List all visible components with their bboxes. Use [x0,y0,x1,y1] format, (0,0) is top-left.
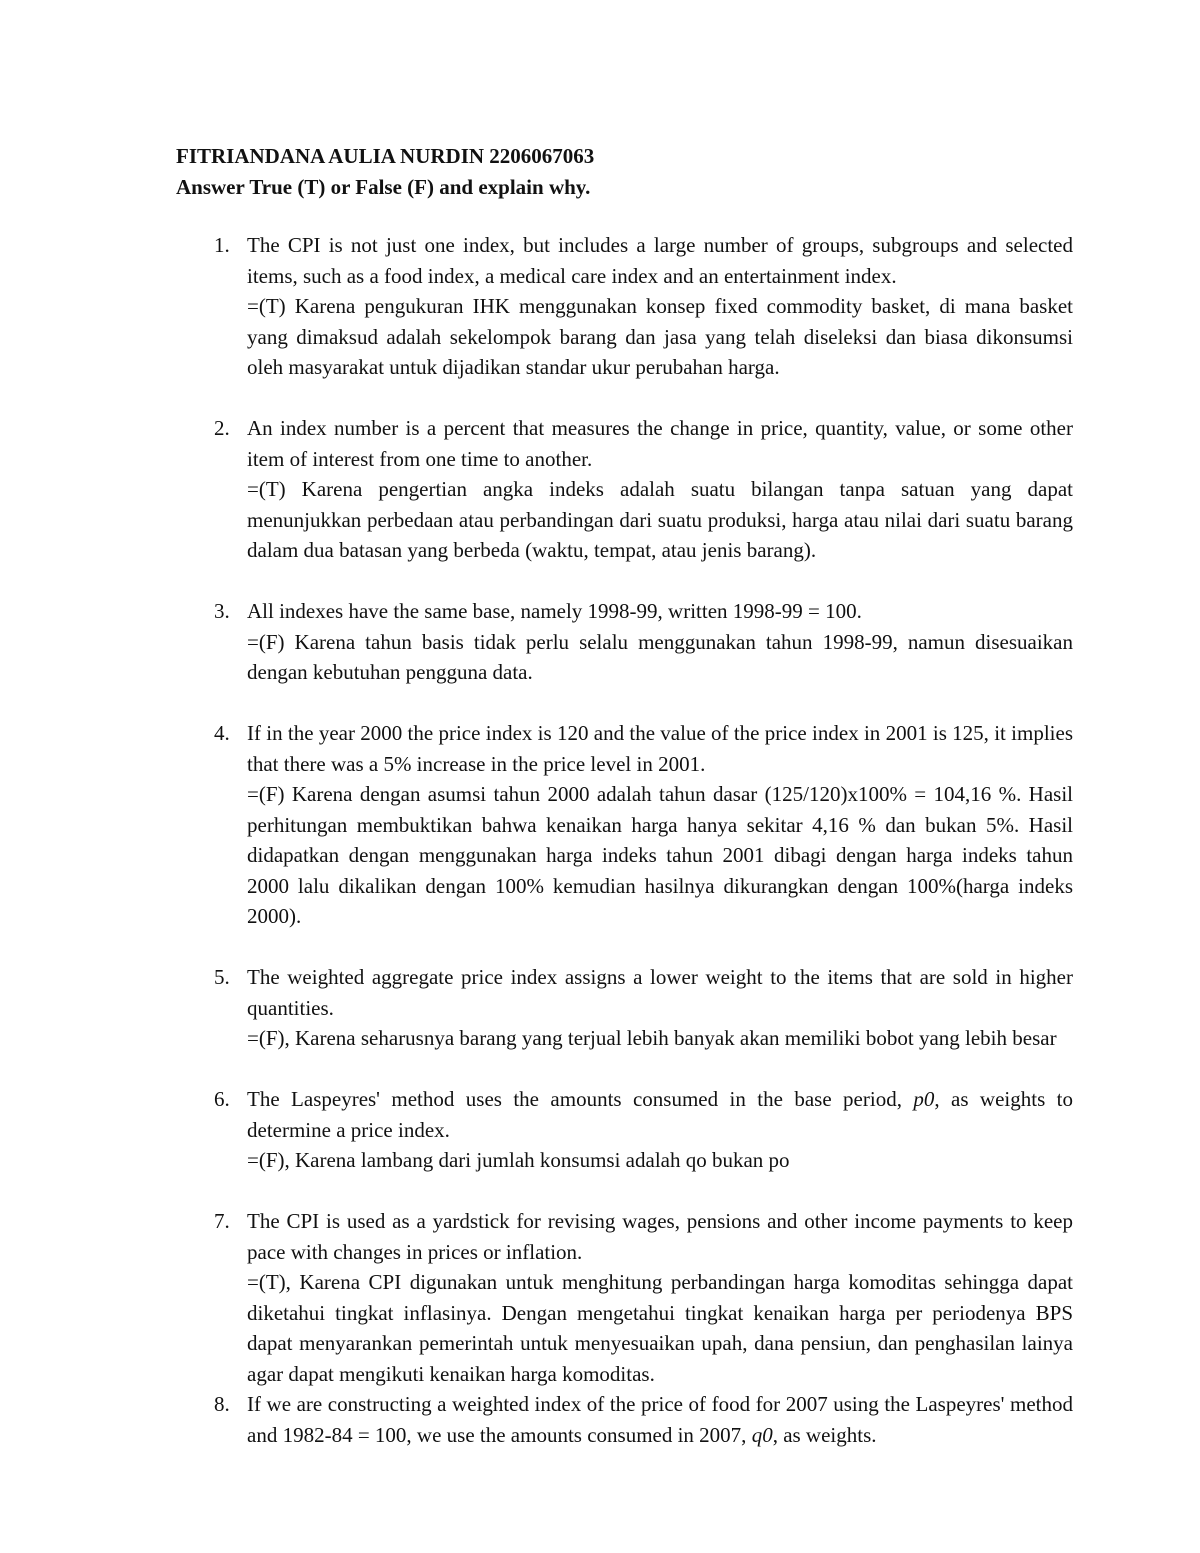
symbol-p0: p0 [913,1087,935,1111]
answer-text: =(F), Karena lambang dari jumlah konsumsi adalah qo bukan po [247,1148,790,1172]
question-item-8 [176,1389,1073,1450]
answer-text: =(F) Karena tahun basis tidak perlu selalu menggunakan tahun 1998-99, namun disesuaikan dengan kebutuhan pengguna data. [247,629,1073,684]
answer-text: =(T) Karena pengukuran IHK menggunakan konsep fixed commodity basket, di mana basket yang dimaksud adalah sekelompok barang dan jasa yang telah diseleksi dan biasa dikonsumsi oleh masyarakat untuk dijadikan standar ukur perubahan harga. [247,294,1073,379]
question-number: 2. [214,416,230,440]
question-text-after-symbol: , as weights to determine a price index. [247,1087,1074,1142]
author-name-and-id: FITRIANDANA AULIA NURDIN 2206067063 [176,144,595,168]
question-number: 7. [214,1209,230,1233]
answer-text: =(T), Karena CPI digunakan untuk menghitung perbandingan harga komoditas sehingga dapat diketahui tingkat inflasinya. Dengan mengetahui tingkat kenaikan harga per periodenya BPS dapat menyarankan pemerintah untuk menyesuaikan upah, dana pensiun, dan penghasilan lainya agar dapat mengikuti kenaikan harga komoditas. [247,1270,1073,1386]
question-number: 8. [214,1392,230,1416]
question-item-6 [176,1084,1073,1176]
answer-text: =(F), Karena seharusnya barang yang terjual lebih banyak akan memiliki bobot yang lebih besar [247,1026,1057,1050]
question-text: If in the year 2000 the price index is 120 and the value of the price index in 2001 is 125, it implies that there was a 5% increase in the price level in 2001. [247,721,1073,776]
question-text: The CPI is not just one index, but includes a large number of groups, subgroups and selected items, such as a food index, a medical care index and an entertainment index. [247,233,1073,288]
question-item-4 [176,718,1073,932]
question-item-1 [176,230,1073,383]
question-text-after-symbol: , as weights. [772,1422,877,1447]
question-text: All indexes have the same base, namely 1998-99, written 1998-99 = 100. [247,599,862,623]
answer-text: =(T) Karena pengertian angka indeks adalah suatu bilangan tanpa satuan yang dapat menunjukkan perbedaan atau perbandingan dari suatu produksi, harga atau nilai dari suatu barang dalam dua batasan yang berbeda (waktu, tempat, atau jenis barang). [247,477,1073,562]
question-item-3 [176,596,1073,688]
question-list [176,230,1073,1450]
symbol-q0: q0 [751,1422,773,1447]
answer-text: =(F) Karena dengan asumsi tahun 2000 adalah tahun dasar (125/120)x100% = 104,16 %. Hasil perhitungan membuktikan bahwa kenaikan harga hanya sekitar 4,16 % dan bukan 5%. Hasil didapatkan dengan menggunakan harga indeks tahun 2001 dibagi dengan harga indeks tahun 2000 lalu dikalikan dengan 100% kemudian hasilnya dikurangkan dengan 100%(harga indeks 2000). [247,782,1073,928]
question-text-before-symbol: If we are constructing a weighted index of the price of food for 2007 using the Laspeyres' method and 1982-84 = 100, we use the amounts consumed in 2007, [247,1392,1073,1447]
question-text [247,1084,1073,1145]
question-text [247,1389,1073,1450]
question-item-7 [176,1206,1073,1389]
question-item-2 [176,413,1073,566]
question-number: 5. [214,965,230,989]
question-item-5 [176,962,1073,1054]
question-number: 3. [214,599,230,623]
document-header [176,141,1076,202]
instruction-heading: Answer True (T) or False (F) and explain why. [176,174,591,199]
question-number: 4. [214,721,230,745]
question-text: The weighted aggregate price index assigns a lower weight to the items that are sold in higher quantities. [247,965,1073,1020]
question-number: 6. [214,1087,230,1111]
question-text: An index number is a percent that measures the change in price, quantity, value, or some other item of interest from one time to another. [247,416,1073,471]
question-text: The CPI is used as a yardstick for revising wages, pensions and other income payments to keep pace with changes in prices or inflation. [247,1209,1073,1264]
question-number: 1. [214,233,230,257]
question-text-before-symbol: The Laspeyres' method uses the amounts consumed in the base period, [247,1087,914,1111]
